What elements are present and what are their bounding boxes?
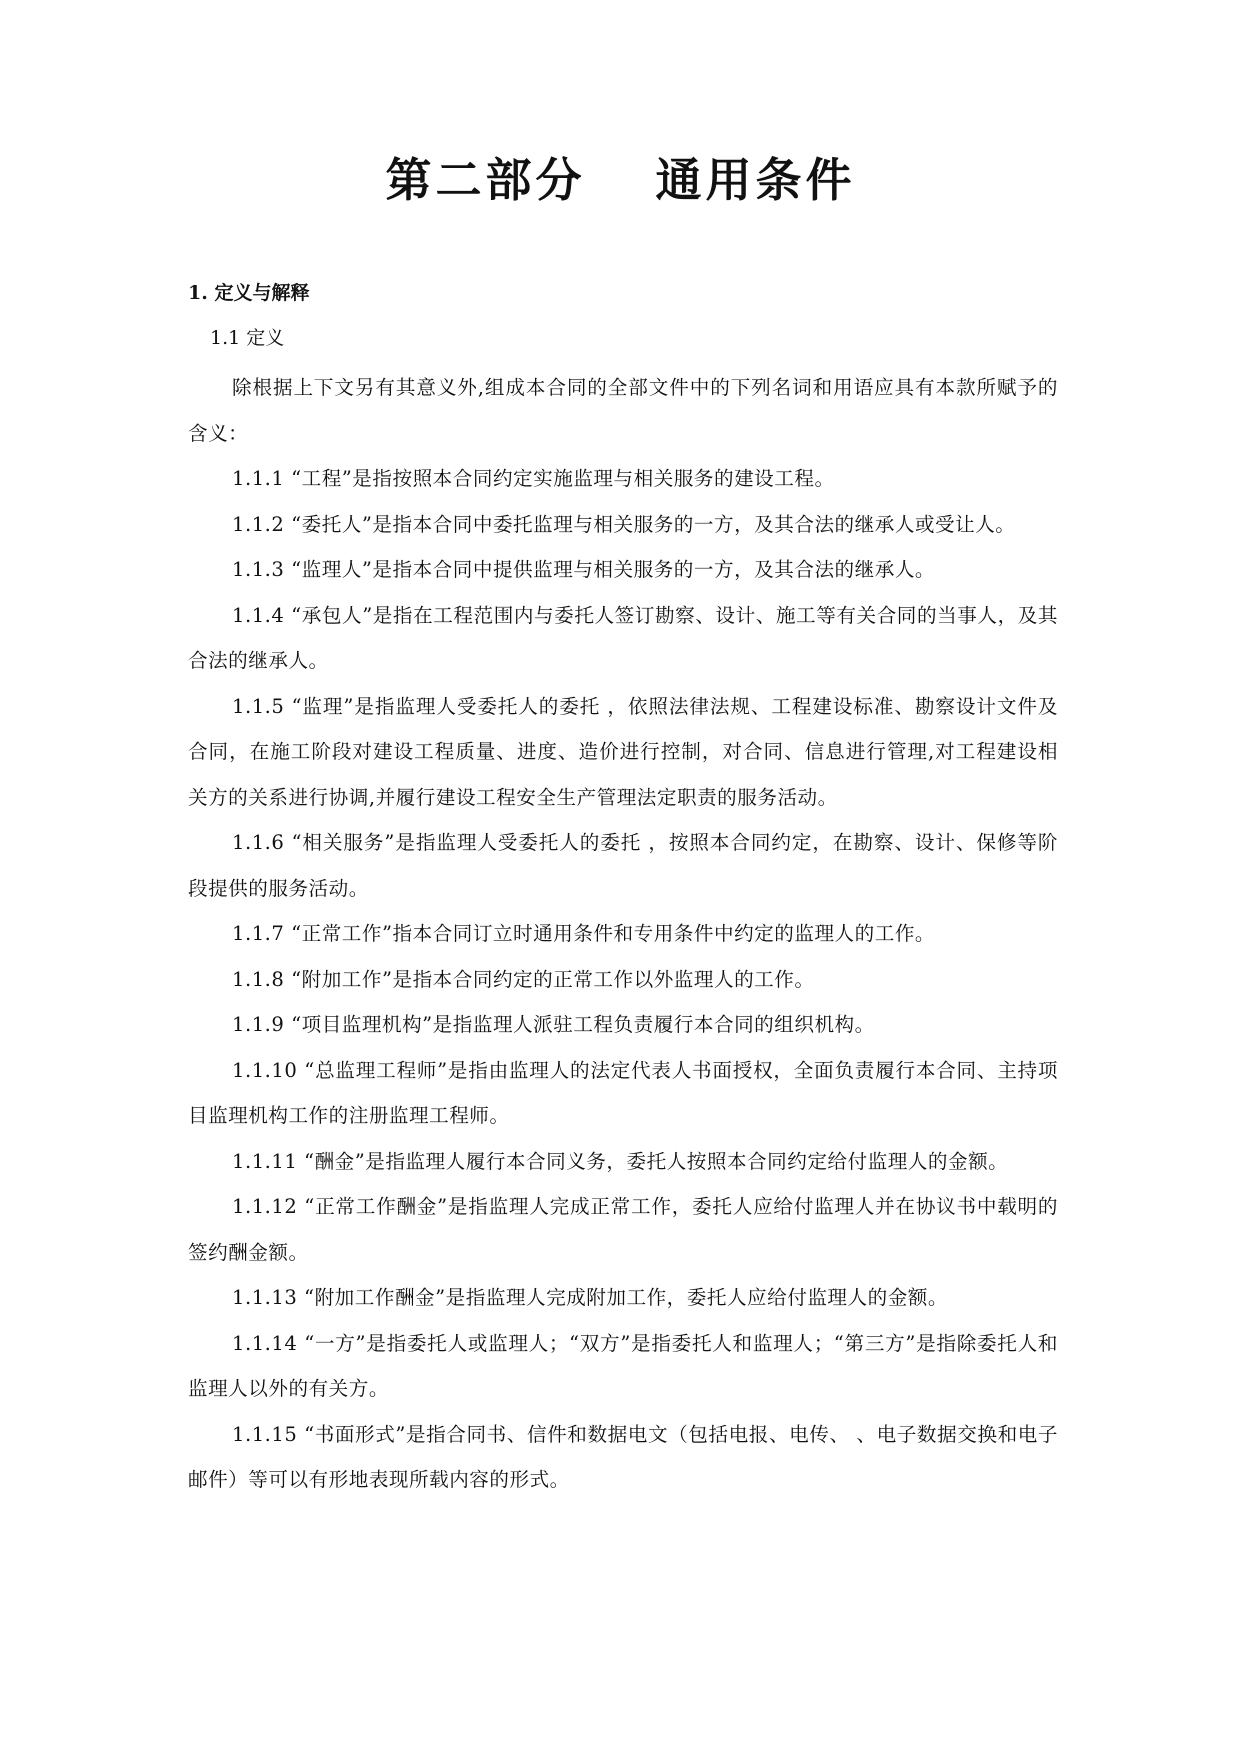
definition-1-1-10: 1.1.10 “总监理工程师”是指由监理人的法定代表人书面授权，全面负责履行本合同、主持项目监理机构工作的注册监理工程师。 — [188, 1058, 1058, 1127]
section-heading: 1. 定义与解释 — [188, 282, 310, 304]
definition-1-1-13: 1.1.13 “附加工作酬金”是指监理人完成附加工作，委托人应给付监理人的金额。 — [232, 1286, 948, 1309]
definition-1-1-2: 1.1.2 “委托人”是指本合同中委托监理与相关服务的一方，及其合法的继承人或受让人。 — [232, 512, 1016, 536]
definition-1-1-12: 1.1.12 “正常工作酬金”是指监理人完成正常工作，委托人应给付监理人并在协议书中载明的签约酬金额。 — [188, 1195, 1058, 1264]
definition-1-1-7: 1.1.7 “正常工作”指本合同订立时通用条件和专用条件中约定的监理人的工作。 — [232, 922, 936, 945]
subsection-heading: 1.1 定义 — [210, 327, 285, 349]
definition-1-1-14: 1.1.14 “一方”是指委托人或监理人；“双方”是指委托人和监理人；“第三方”是指除委托人和监理人以外的有关方。 — [188, 1331, 1058, 1400]
definition-1-1-5: 1.1.5 “监理”是指监理人受委托人的委托 ，依照法律法规、工程建设标准、勘察设计文件及合同，在施工阶段对建设工程质量、进度、造价进行控制，对合同、信息进行管理,对工程建设相关方的关系进行协调,并履行建设工程安全生产管理法定职责的服务活动。 — [188, 694, 1058, 809]
definition-1-1-3: 1.1.3 “监理人”是指本合同中提供监理与相关服务的一方，及其合法的继承人。 — [232, 558, 936, 581]
page-title: 第二部分 通用条件 — [385, 153, 856, 207]
intro-paragraph: 除根据上下文另有其意义外,组成本合同的全部文件中的下列名词和用语应具有本款所赋予的含义： — [188, 376, 1058, 445]
definition-1-1-6: 1.1.6 “相关服务”是指监理人受委托人的委托 ，按照本合同约定，在勘察、设计、保修等阶段提供的服务活动。 — [188, 831, 1058, 900]
document-body — [188, 365, 1058, 1503]
definition-1-1-15: 1.1.15 “书面形式”是指合同书、信件和数据电文（包括电报、电传、 、电子数据交换和电子邮件）等可以有形地表现所载内容的形式。 — [188, 1422, 1058, 1491]
definition-1-1-8: 1.1.8 “附加工作”是指本合同约定的正常工作以外监理人的工作。 — [232, 967, 815, 991]
definition-1-1-1: 1.1.1 “工程”是指按照本合同约定实施监理与相关服务的建设工程。 — [232, 467, 835, 490]
definition-1-1-9: 1.1.9 “项目监理机构”是指监理人派驻工程负责履行本合同的组织机构。 — [232, 1013, 875, 1036]
definition-1-1-11: 1.1.11 “酬金”是指监理人履行本合同义务，委托人按照本合同约定给付监理人的金额。 — [232, 1149, 1009, 1173]
definition-1-1-4: 1.1.4 “承包人”是指在工程范围内与委托人签订勘察、设计、施工等有关合同的当事人，及其合法的继承人。 — [188, 603, 1058, 672]
